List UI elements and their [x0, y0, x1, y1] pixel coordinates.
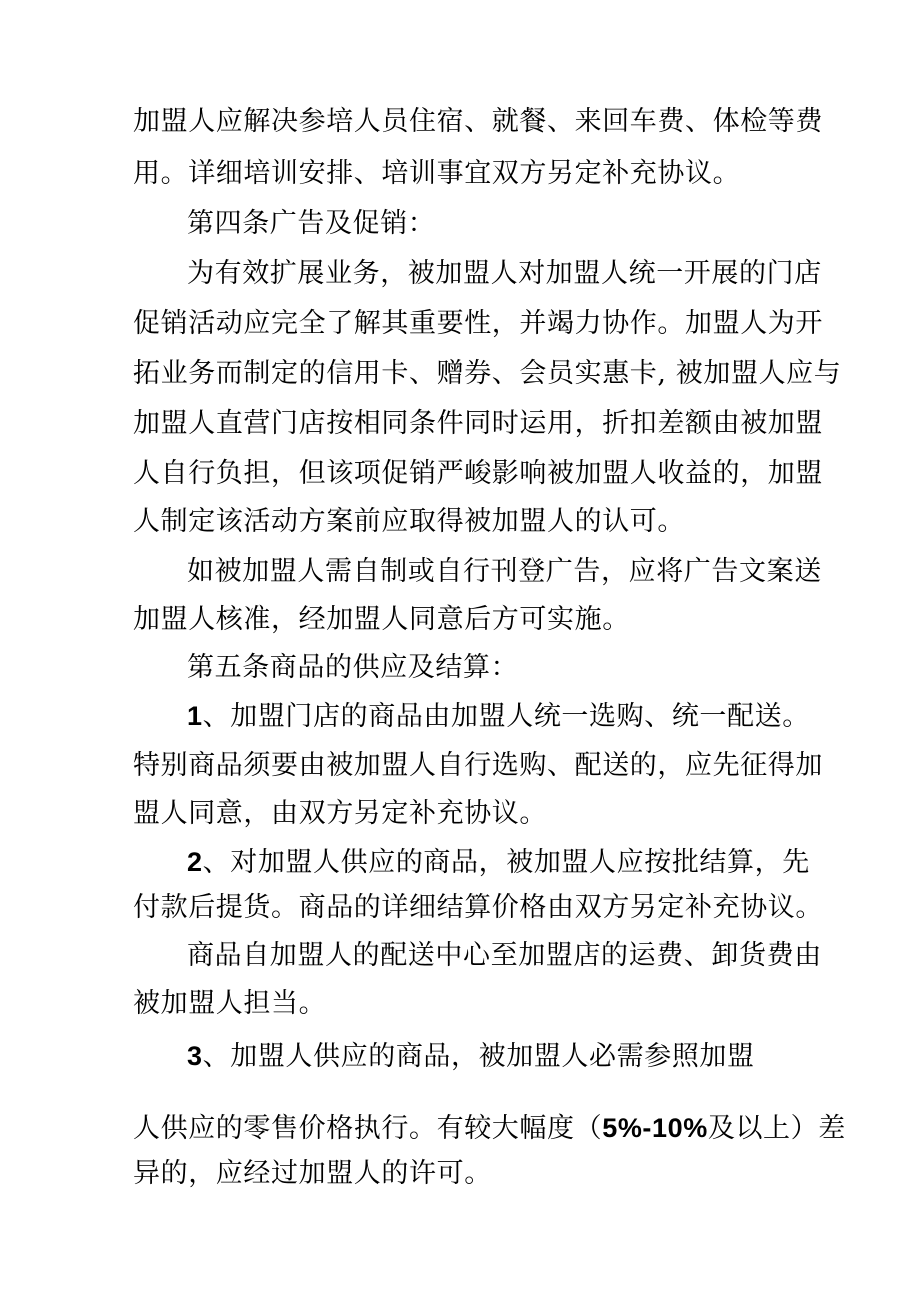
item-number: 3 — [187, 1041, 203, 1071]
text-line: 人自行负担，但该项促销严峻影响被加盟人收益的，加盟 — [133, 458, 823, 489]
text-line: 盟人同意，由双方另定补充协议。 — [133, 798, 547, 829]
list-item-3 — [187, 1034, 755, 1079]
text-line: 加盟人直营门店按相同条件同时运用，折扣差额由被加盟 — [133, 408, 823, 439]
text-segment: 及以上）差 — [707, 1113, 846, 1144]
section-heading-5: 第五条商品的供应及结算： — [187, 652, 519, 683]
text-line: 被加盟人担当。 — [133, 988, 327, 1019]
text-line: 如被加盟人需自制或自行刊登广告，应将广告文案送 — [187, 556, 822, 587]
section-heading-4: 第四条广告及促销： — [187, 208, 436, 239]
item-number: 1 — [187, 701, 203, 731]
text-line: 为有效扩展业务，被加盟人对加盟人统一开展的门店 — [187, 258, 822, 289]
text-line: 用。详细培训安排、培训事宜双方另定补充协议。 — [133, 158, 741, 189]
text-line — [133, 1106, 846, 1151]
text-line: 拓业务而制定的信用卡、赠券、会员实惠卡, 被加盟人应与 — [133, 358, 842, 389]
item-text: 、加盟门店的商品由加盟人统一选购、统一配送。 — [202, 701, 810, 732]
list-item-1 — [187, 694, 810, 739]
text-line: 加盟人核准，经加盟人同意后方可实施。 — [133, 604, 630, 635]
item-text: 、对加盟人供应的商品，被加盟人应按批结算，先 — [202, 847, 810, 878]
text-line: 异的，应经过加盟人的许可。 — [133, 1158, 492, 1189]
item-number: 2 — [187, 847, 203, 877]
text-line: 商品自加盟人的配送中心至加盟店的运费、卸货费由 — [187, 940, 822, 971]
text-segment: 人供应的零售价格执行。有较大幅度（ — [133, 1113, 603, 1144]
text-line: 人制定该活动方案前应取得被加盟人的认可。 — [133, 506, 685, 537]
text-line: 促销活动应完全了解其重要性，并竭力协作。加盟人为开 — [133, 308, 823, 339]
item-text: 、加盟人供应的商品，被加盟人必需参照加盟 — [202, 1041, 755, 1072]
text-line: 特别商品须要由被加盟人自行选购、配送的，应先征得加 — [133, 750, 823, 781]
list-item-2 — [187, 840, 810, 885]
text-line: 加盟人应解决参培人员住宿、就餐、来回车费、体检等费 — [133, 106, 823, 137]
percentage-range: 5%-10% — [602, 1113, 708, 1143]
text-line: 付款后提货。商品的详细结算价格由双方另定补充协议。 — [133, 892, 823, 923]
